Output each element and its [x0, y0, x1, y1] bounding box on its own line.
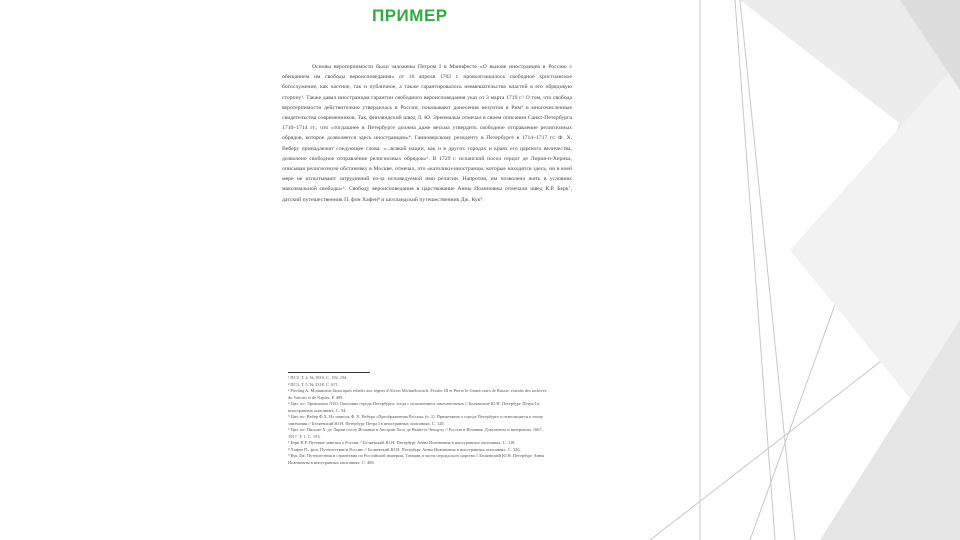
footnote: ¹ ПСЗ. Т. 4. № 1910. С. 192–194. — [288, 375, 348, 380]
footnote: ² ПСЗ. Т. 5. № 3318. С. 671. — [288, 381, 339, 387]
footnote-separator — [288, 372, 370, 373]
footnote: ⁴ Цит. по: Эренмальм Л.Ю. Описание города Петербурга, тогда с исполнением замечательных // Беляевские Ю.Н. Петербург Петра I в иностранных описаниях. С. 94. — [288, 401, 540, 413]
footnotes — [288, 375, 550, 466]
document-page — [282, 62, 572, 205]
footnote: ³ Pierling A. Monuments historiques relatifs aux règnes d'Alexis Michaélowitch, Féodor III et Pierre le Grand czars de Russie, extraits des archives du Vatican et de Naples. P. 409. — [288, 388, 547, 400]
footnote: ⁹ Кук Дж. Путешествия и странствия по Российской империи, Татарии и части персидского царства // Беляевский Ю.Н. Петербург Анны Иоанновны в иностранных описаниях. С. 408. — [288, 453, 545, 465]
document-body — [282, 62, 572, 205]
slide-title: ПРИМЕР — [372, 6, 448, 25]
footnote: ⁸ Хафен П., фон. Путешествие в Россию // Беляевский Ю.Н. Петербург Анны Иоанновны в иностранных описаниях. С. 336. — [288, 446, 521, 452]
footnote: ⁷ Берк К.Р. Путевые заметки о России // Беляевский Ю.Н. Петербург Анны Иоанновны в иностранных описаниях. С. 118. — [288, 440, 516, 445]
footnote: ⁶ Цит. по: Письмо Х. де Лирии послу Испании в Австрии Хосе де Вьянэ-и-Эньцуху // Россия и Испания. Документы и материалы. 1667–1917. Т. 1. С. 193. — [288, 427, 544, 439]
main-paragraph: Основы веротерпимости были заложены Петром I в Манифесте «О вызове иностранцев в Россию с обещанием им свободы вероисповедания» от 16 апреля 1702 г. провозглашалось свободное христианское богослужение, как частное, так и публичное, а также гарантировалось невмешательство властей в его обрядовую сторону¹. Также давал иностранцам гарантии свободного вероисповедания указ от 3 марта 1719 г.² О том, что свобода веротерпимости действительно утвердилась в России, показывают донесения иезуитов в Рим³ и многочисленные свидетельства современников. Так, финляндский швед Л. Ю. Эренмальм отмечал в своем описании Санкт-Петербурга 1710–1714 гг., что «тогдашнее в Петербурге должна даже весьма утвердить свободное отправление религиозных обрядов, которое дозволяется здесь иностранцам»⁴. Ганноверскому резиденту в Петербурге в 1714–1717 гг. Ф. Х. Веберу принадлежит следующее слова: «...всякой нации, как и в других городах и краях его царского величества, дозволено свободное отправление религиозных обрядов»⁵. В 1729 г. испанский посол герцог де Лирия-и-Херика, описывая религиозную обстановку в Москве, отмечал, что «католики-иностранцы, которые находятся здесь, ни в коей мере не испытывают затруднений из-за исповедуемой ими религии. Напротив, им позволено жить в условиях максимальной свободы»⁶. Свободу вероисповедания в царствование Анны Иоанновны отмечали швед К.Р. Берк⁷, датский путешественник П. фон Хафен⁸ и шотландский путешественник Дж. Кук⁹. — [282, 64, 572, 203]
footnote: ⁵ Цит. по: Вебер Ф.Х. Из записок Ф. Х. Вебера «Преображенная Россия» (ч. 1). Примечание о городе Петербурге и относящиеся к этому замечания // Беляевский Ю.Н. Петербург Петра I в иностранных описаниях. С. 128. — [288, 414, 544, 426]
